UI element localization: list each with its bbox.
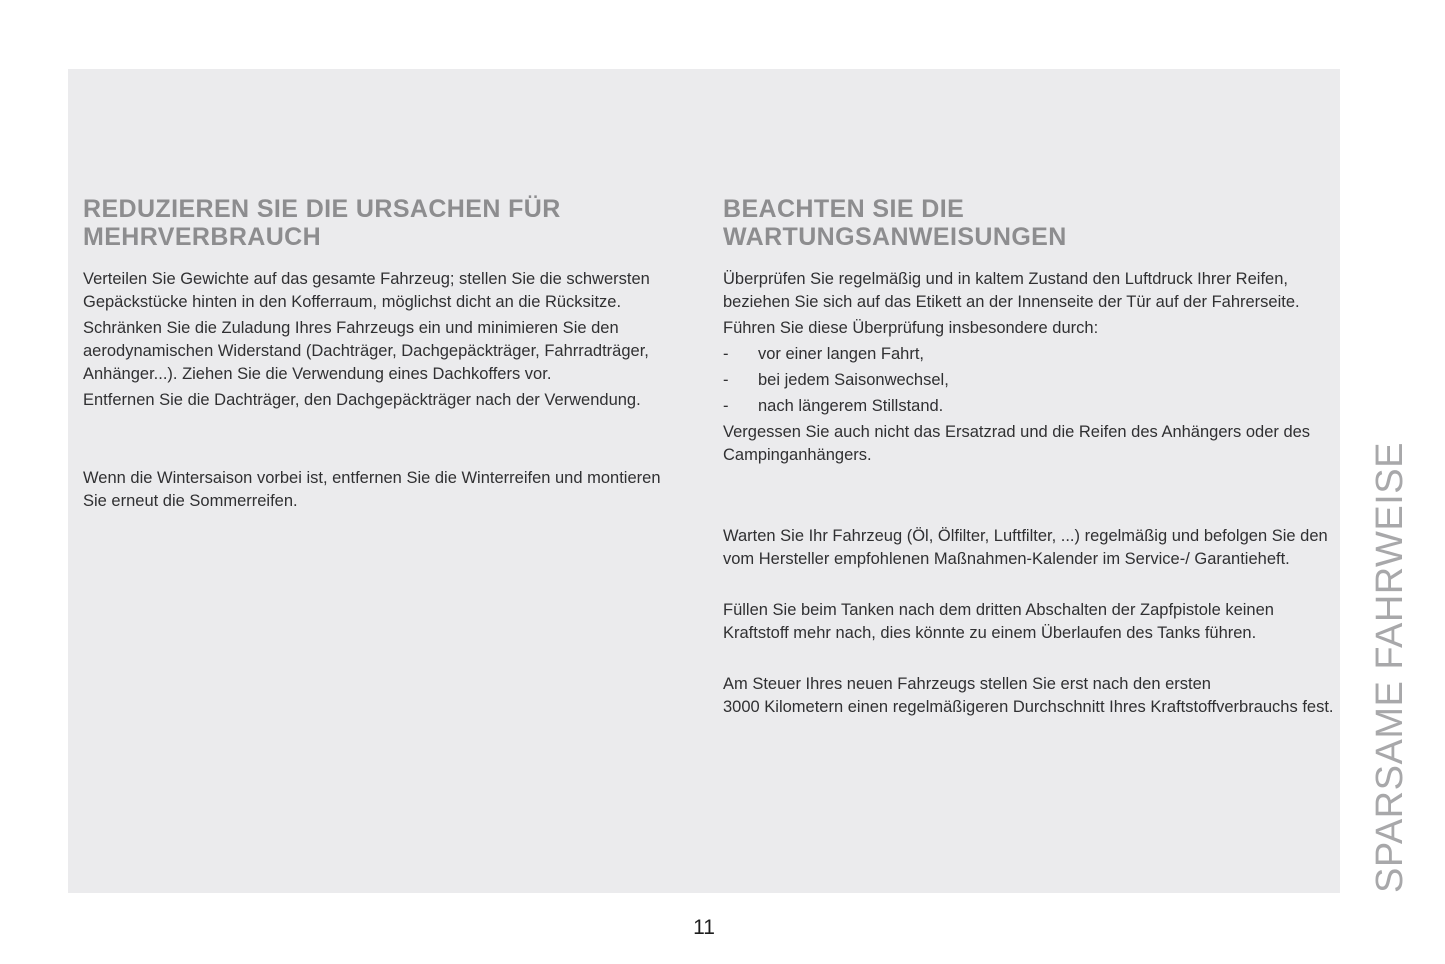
- list-item-text: bei jedem Saisonwechsel,: [758, 371, 949, 389]
- list-item: [723, 343, 1335, 366]
- dash-list: [723, 343, 1335, 418]
- list-item-text: vor einer langen Fahrt,: [758, 345, 925, 363]
- paragraph: Am Steuer Ihres neuen Fahrzeugs stellen Sie erst nach den ersten 3000 Kilometern einen regelmäßigeren Durchschnitt Ihres Kraftstoffverbrauchs fest.: [723, 675, 1334, 716]
- heading-line: WARTUNGSANWEISUNGEN: [723, 223, 1067, 251]
- left-column: [83, 195, 681, 722]
- list-marker: -: [723, 371, 729, 389]
- paragraph: Vergessen Sie auch nicht das Ersatzrad und die Reifen des Anhängers oder des Campinganhängers.: [723, 423, 1311, 464]
- list-item: [723, 369, 1335, 392]
- page-number: 11: [693, 916, 715, 939]
- list-item: [723, 395, 1335, 418]
- paragraph: Füllen Sie beim Tanken nach dem dritten Abschalten der Zapfpistole keinen Kraftstoff mehr nach, dies könnte zu einem Überlaufen des Tanks führen.: [723, 601, 1274, 642]
- chapter-side-label: SPARSAME FAHRWEISE: [1369, 441, 1411, 893]
- content-panel: [68, 69, 1340, 893]
- heading-line: MEHRVERBRAUCH: [83, 223, 322, 251]
- two-column-layout: [68, 69, 1340, 722]
- paragraph: Wenn die Wintersaison vorbei ist, entfernen Sie die Winterreifen und montieren Sie erneut die Sommerreifen.: [83, 469, 661, 510]
- list-item-text: nach längerem Stillstand.: [758, 397, 944, 415]
- paragraph: Führen Sie diese Überprüfung insbesondere durch:: [723, 319, 1099, 337]
- paragraph: Schränken Sie die Zuladung Ihres Fahrzeugs ein und minimieren Sie den aerodynamischen Widerstand (Dachträger, Dachgepäckträger, Fahrradträger, Anhänger...). Ziehen Sie die Verwendung eines Dachkoffers vor.: [83, 319, 649, 383]
- heading-line: REDUZIEREN SIE DIE URSACHEN FÜR: [83, 195, 561, 223]
- list-marker: -: [723, 345, 729, 363]
- paragraph: Verteilen Sie Gewichte auf das gesamte Fahrzeug; stellen Sie die schwersten Gepäckstücke hinten in den Kofferraum, möglichst dicht an die Rücksitze.: [83, 270, 650, 311]
- heading-line: BEACHTEN SIE DIE: [723, 195, 965, 223]
- paragraph: Entfernen Sie die Dachträger, den Dachgepäckträger nach der Verwendung.: [83, 391, 641, 409]
- list-marker: -: [723, 397, 729, 415]
- paragraph: Warten Sie Ihr Fahrzeug (Öl, Ölfilter, Luftfilter, ...) regelmäßig und befolgen Sie den vom Hersteller empfohlenen Maßnahmen-Kalender im Service-/ Garantieheft.: [723, 527, 1328, 568]
- right-column: [723, 195, 1335, 722]
- left-section-heading: [83, 195, 681, 251]
- right-section-heading: [723, 195, 1335, 251]
- paragraph: Überprüfen Sie regelmäßig und in kaltem Zustand den Luftdruck Ihrer Reifen, beziehen Sie sich auf das Etikett an der Innenseite der Tür auf der Fahrerseite.: [723, 270, 1300, 311]
